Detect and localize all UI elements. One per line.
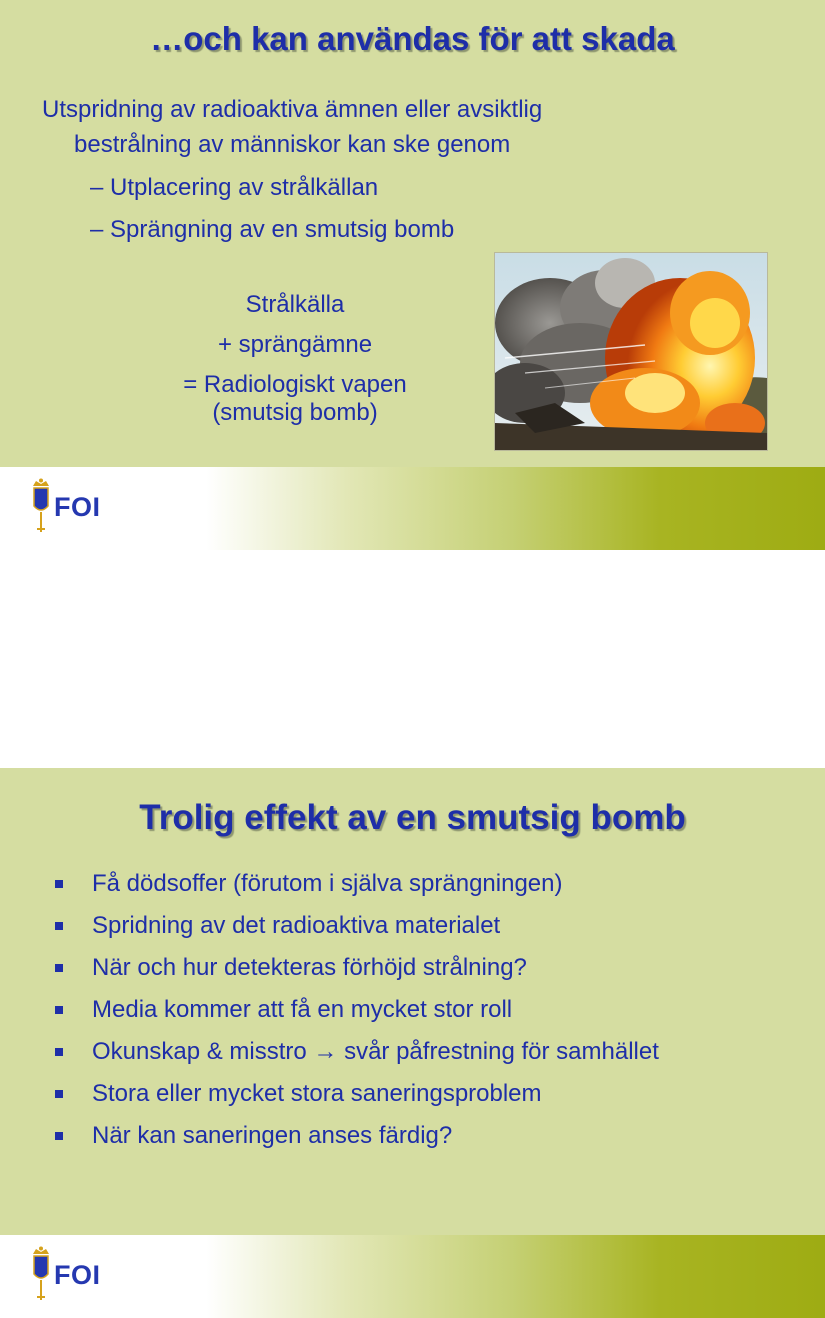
bullet-text: Okunskap & misstro → svår påfrestning för samhället [92,1038,659,1065]
list-item [0,870,825,900]
intro-line-2: bestrålning av människor kan ske genom [74,131,511,158]
square-bullet-icon [55,1132,63,1140]
foi-logo [30,1246,120,1302]
logo-text: FOI [54,1260,101,1290]
equation-line: (smutsig bomb) [212,399,378,426]
slide-title: …och kan användas för att skada [150,20,675,57]
list-item [0,996,825,1026]
slide-2 [0,768,825,1318]
list-item [0,954,825,984]
list-item [0,1038,825,1068]
list-item [0,1122,825,1152]
equation-line: + sprängämne [217,331,373,358]
logo-text: FOI [54,492,101,522]
bullet-text: Stora eller mycket stora saneringsproblem [92,1080,542,1107]
footer-band [0,1235,825,1318]
crown-emblem-icon [30,478,52,534]
bullet-text: När och hur detekteras förhöjd strålning? [92,954,527,981]
list-item [0,1080,825,1110]
intro-line-1: Utspridning av radioaktiva ämnen eller avsiktlig [42,96,543,123]
bullet-text: Media kommer att få en mycket stor roll [92,996,513,1023]
square-bullet-icon [55,964,63,972]
equation-line: = Radiologiskt vapen [183,371,407,398]
square-bullet-icon [55,922,63,930]
equation-block [140,291,450,439]
square-bullet-icon [55,880,63,888]
square-bullet-icon [55,1048,63,1056]
sub-item: – Sprängning av en smutsig bomb [90,216,455,243]
slide-1 [0,0,825,550]
slide-title: Trolig effekt av en smutsig bomb [139,798,686,837]
explosion-photo [494,252,768,451]
equation-line: Strålkälla [245,291,345,318]
sub-item: – Utplacering av strålkällan [90,174,379,201]
bullet-text: När kan saneringen anses färdig? [92,1122,453,1149]
footer-band [0,467,825,550]
crown-emblem-icon [30,1246,52,1302]
bullet-text: Spridning av det radioaktiva materialet [92,912,501,939]
square-bullet-icon [55,1090,63,1098]
square-bullet-icon [55,1006,63,1014]
bullet-text: Få dödsoffer (förutom i själva sprängningen) [92,870,563,897]
foi-logo [30,478,120,534]
list-item [0,912,825,942]
